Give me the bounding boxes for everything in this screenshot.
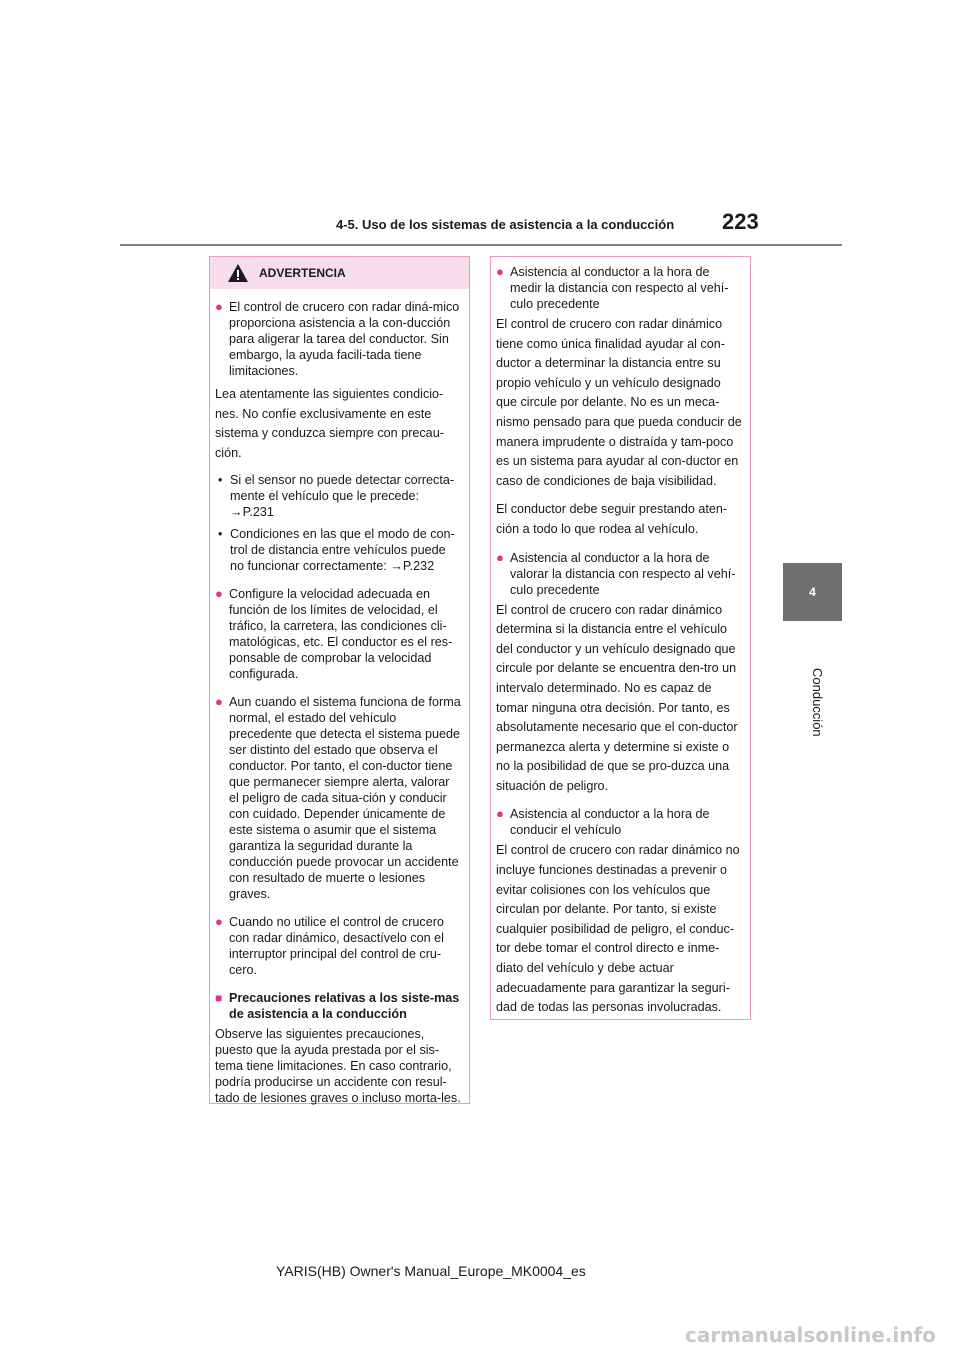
list-item-text: Asistencia al conductor a la hora de conducir el vehículo: [510, 807, 710, 838]
list-item: [496, 550, 742, 598]
header-rule: [120, 244, 842, 246]
list-item: [215, 586, 461, 682]
warning-box: [209, 256, 470, 1104]
list-item-text: Configure la velocidad adecuada en función de los límites de velocidad, el tráfico, la carretera, las condiciones cli-matológicas, etc. El conductor es el res-ponsable de comprobar la velocidad configurada.: [229, 587, 453, 682]
bullet-dot-icon: •: [218, 473, 223, 488]
watermark: carmanualsonline.info: [685, 1323, 936, 1347]
section-title: 4-5. Uso de los sistemas de asistencia a la conducción: [336, 217, 675, 232]
sub-item: [215, 472, 461, 520]
subsection-heading: [215, 990, 461, 1022]
chapter-label: Conducción: [810, 668, 825, 737]
paragraph: El conductor debe seguir prestando aten-ción a todo lo que rodea al vehículo.: [496, 502, 728, 536]
bullet-circle-icon: ●: [215, 299, 223, 314]
bullet-circle-icon: ●: [496, 264, 504, 279]
sub-item-body: Si el sensor no puede detectar correcta-mente el vehículo que le precede:: [230, 473, 455, 504]
paragraph: El control de crucero con radar dinámico determina si la distancia entre el vehículo del conductor y un vehículo designado que circule por delante se encuentra den-tro un intervalo determinado. No es capaz de tomar ninguna otra decisión. Por tanto, es absolutamente necesario que el con-ductor permanezca alerta y determine si existe o no la posibilidad de que se pro-duzca una situación de peligro.: [496, 602, 738, 793]
sub-item-text: [230, 526, 461, 574]
list-item: [496, 806, 742, 838]
bullet-dot-icon: •: [218, 527, 223, 542]
paragraph: Lea atentamente las siguientes condicio-nes. No confíe exclusivamente en este sistema y conduzca siempre con precau-ción.: [215, 387, 444, 460]
list-item-text: Asistencia al conductor a la hora de valorar la distancia con respecto al vehí-culo precedente: [510, 550, 736, 597]
subsection-title: Precauciones relativas a los siste-mas de asistencia a la conducción: [229, 991, 460, 1022]
info-box: [490, 256, 751, 1020]
sub-item-text: [230, 472, 461, 520]
square-bullet-icon: ■: [215, 991, 223, 1006]
list-item-text: Cuando no utilice el control de crucero con radar dinámico, desactívelo con el interruptor principal del control de cru-cero.: [229, 915, 444, 978]
bullet-circle-icon: ●: [496, 806, 504, 822]
paragraph: El control de crucero con radar dinámico no incluye funciones destinadas a prevenir o evitar colisiones con los vehículos que circulan por delante. Por tanto, si existe cualquier posibilidad de peligro, el conduc-tor debe tomar el control directo e inme-diato del vehículo y debe actuar adecuadamente para garantizar la seguri-dad de todas las personas involucradas.: [496, 843, 740, 1015]
list-item-text: El control de crucero con radar diná-mico proporciona asistencia a la con-ducción para aligerar la tarea del conductor. Sin embargo, la ayuda facili-tada tiene limitaciones.: [229, 300, 460, 378]
bullet-circle-icon: ●: [496, 549, 504, 565]
manual-id: YARIS(HB) Owner's Manual_Europe_MK0004_es: [276, 1263, 586, 1279]
page-reference-link[interactable]: →P.231: [230, 505, 274, 520]
chapter-tab[interactable]: [783, 563, 842, 621]
paragraph: Observe las siguientes precauciones, puesto que la ayuda prestada por el sis-tema tiene limitaciones. En caso contrario, podría producirse un accidente con resul-tado de lesiones graves o incluso morta-les.: [215, 1027, 461, 1106]
paragraph: El control de crucero con radar dinámico tiene como única finalidad ayudar al con-ductor a determinar la distancia entre su propio vehículo y un vehículo designado que circule por delante. No es un meca-nismo pensado para que pueda conducir de manera imprudente o distraída y tam-poco es un sistema para ayudar al con-ductor en caso de condiciones de baja visibilidad.: [496, 317, 742, 488]
page-number: 223: [722, 209, 759, 234]
bullet-circle-icon: ●: [215, 586, 223, 602]
list-item-text: Asistencia al conductor a la hora de medir la distancia con respecto al vehí-culo precedente: [510, 265, 729, 311]
sub-item-body: Condiciones en las que el modo de con-trol de distancia entre vehículos puede no funcionar correctamente:: [230, 527, 455, 574]
list-item: [215, 299, 461, 379]
page-reference-link[interactable]: →P.232: [390, 559, 435, 574]
list-item: [215, 914, 461, 978]
warning-heading: ADVERTENCIA: [259, 266, 346, 280]
list-item: [496, 264, 742, 312]
list-item: [215, 694, 461, 902]
bullet-circle-icon: ●: [215, 694, 223, 710]
warning-header: [210, 257, 469, 289]
chapter-number: 4: [809, 585, 816, 599]
warning-triangle-icon: [227, 263, 249, 283]
list-item-text: Aun cuando el sistema funciona de forma normal, el estado del vehículo precedente que detecta el sistema puede ser distinto del estado que observa el conductor. Por tanto, el con-ductor tiene que permanecer siempre alerta, valorar el peligro de cada situa-ción y conducir con cuidado. Depender únicamente de este sistema o asumir que el sistema garantiza la seguridad durante la conducción puede provocar un accidente con resultado de muerte o lesiones graves.: [229, 695, 461, 902]
sub-item: [215, 526, 461, 574]
bullet-circle-icon: ●: [215, 914, 223, 930]
